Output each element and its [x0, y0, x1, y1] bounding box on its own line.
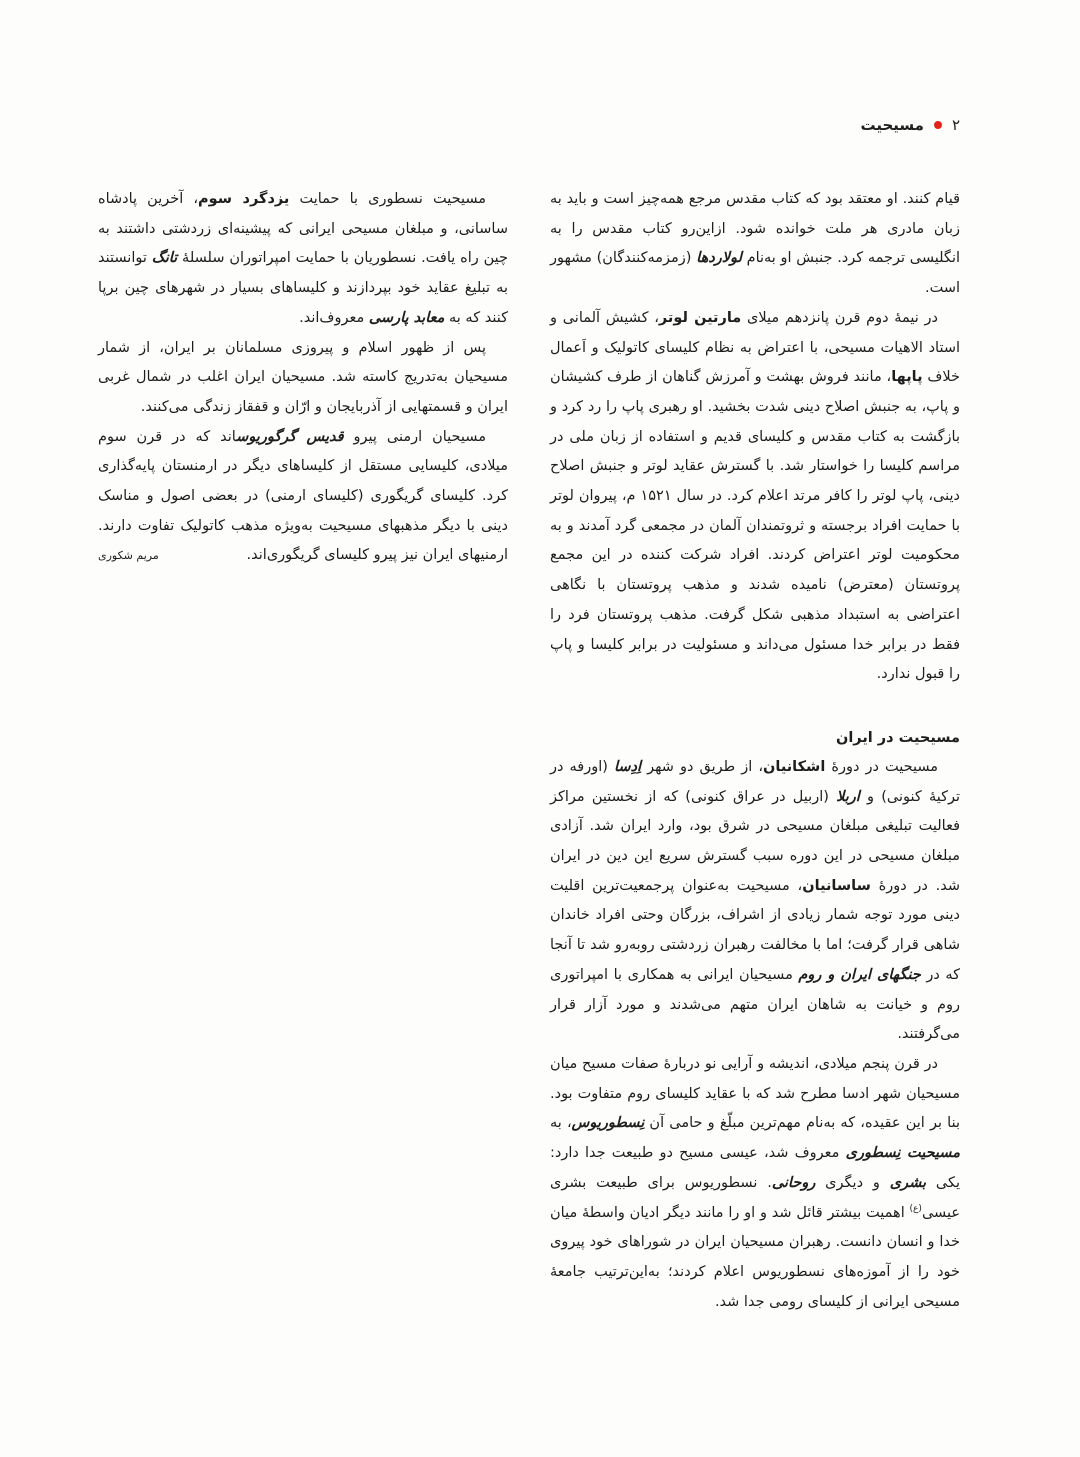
paragraph-lead: مسیحیان ارمنی پیرو — [343, 428, 486, 445]
honorific-mark: (ع) — [909, 1203, 922, 1214]
author-signature: مریم شکوری — [98, 549, 159, 563]
running-header — [860, 116, 960, 134]
term-lollards: لولاردها — [696, 250, 742, 267]
section-title: مسیحیت در ایران — [835, 729, 960, 746]
paragraph: پس از ظهور اسلام و پیروزی مسلمانان بر ایران، از شمار مسیحیان به‌تدریج کاسته شد. مسیحیان ایران اغلب در شمال غربی ایران و قسمتهایی از آذربایجان و ارّان و قفقاز زندگی می‌کنند. — [98, 339, 508, 415]
paragraph: در قرن پنجم میلادی، اندیشه و آرایی نو دربارهٔ صفات مسیح میان مسیحیان شهر ادسا مطرح شد که با عقاید کلیسای روم متفاوت بود. بنا بر این عقیده، که به‌نام مهم‌ترین مبلّغ و حامی آن نِسطوریوس، به مسیحیت نِسطوری معروف شد، عیسی مسیح دو طبیعت جدا دارد: یکی بشری و دیگری روحانی. نسطوریوس برای طبیعت بشری عیسی$^{(ع)}$ اهمیت بیشتر قائل شد و او را مانند دیگر ادیان واسطهٔ میان خدا و انسان دانست. رهبران مسیحیان ایران در شوراهای خود پیروی خود را از آموزه‌های نسطوریوس اعلام کردند؛ به‌این‌ترتیب جامعهٔ مسیحی ایرانی از کلیسای رومی جدا شد. — [550, 1055, 961, 1310]
paragraph: در نیمهٔ دوم قرن پانزدهم میلای مارتین لوتر، کشیش آلمانی و استاد الاهیات مسیحی، با اعتراض به نظام کلیسای کاتولیک و اَعمال خلاف پاپها، مانند فروش بهشت و آمرزش گناهان از طرف کشیشان و پاپ، به جنبش اصلاح دینی شدت بخشید. او رهبری پاپ را رد کرد و بازگشت به کتاب مقدس و کلیسای قدیم و استفاده از زبان ملی در مراسم کلیسا را خواستار شد. با گسترش عقاید لوتر و جنبش اصلاح دینی، پاپ لوتر را کافر مرتد اعلام کرد. در سال ۱۵۲۱ م، پیروان لوتر با حمایت افراد برجسته و ثروتمندان آلمان در مجمعی گرد آمدند و به محکومیت لوتر اعتراض کردند. افراد شرکت کننده در این مجمع پروتستان (معترض) نامیده شدند و مذهب پروتستان با نگاهی اعتراضی به استبداد مذهبی شکل گرفت. مذهب پروتستان فرد را فقط در برابر خدا مسئول می‌داند و مسئولیت در برابر کلیسا و پاپ را قبول ندارد. — [550, 309, 961, 683]
paragraph: مسیحیت در دورهٔ اشکانیان، از طریق دو شهر اِدِسا (اورفه در ترکیهٔ کنونی) و اربلا (اربیل در عراق کنونی) که از نخستین مراکز فعالیت تبلیغی مبلغان مسیحی در شرق بود، وارد ایران شد. آزادی مبلغان مسیحی در این دوره سبب گسترش سریع این دین در ایران شد. در دورهٔ ساسانیان، مسیحیت به‌عنوان پرجمعیت‌ترین اقلیت دینی مورد توجه شمار زیادی از اشراف، بزرگان وحتی افراد خاندان شاهی قرار گرفت؛ اما با مخالفت رهبران زردشتی روبه‌رو شد تا آنجا که در جنگهای ایران و روم مسیحیان ایرانی به همکاری با امپراتوری روم و خیانت به شاهان ایران متهم می‌شدند و مورد آزار قرار می‌گرفتند. — [550, 758, 961, 1043]
page-number: ۲ — [951, 116, 960, 134]
term-popes: پاپها — [891, 369, 923, 386]
term-martin-luther: مارتین لوتر — [658, 309, 742, 326]
paragraph: قیام کنند. او معتقد بود که کتاب مقدس مرجع همه‌چیز است و باید به زبان مادری هر ملت خوانده شود. ازاین‌رو کتاب مقدس را به انگلیسی ترجمه کرد. جنبش او به‌نام لولاردها (زمزمه‌کنندگان) مشهور است. — [550, 191, 961, 297]
paragraph: مسیحیت نسطوری با حمایت یزدگرد سوم، آخرین پادشاه ساسانی، و مبلغان مسیحی ایرانی که پیشینه‌ای زردشتی داشتند به چین راه یافت. نسطوریان با حمایت امپراتوران سلسلهٔ تانگ توانستند به تبلیغ عقاید خود بپردازند و کلیساهای بسیار در شهرهای چین برپا کنند که به معابد پارسی معروف‌اند. — [98, 191, 508, 326]
right-column — [550, 185, 960, 1317]
bullet-icon — [934, 121, 942, 129]
running-title: مسیحیت — [860, 116, 924, 134]
paragraph: مسیحیان ارمنی پیرو قدیس گرگوریوساند که در قرن سوم میلادی، کلیسایی مستقل از کلیساهای دیگر در ارمنستان پایه‌گذاری کرد. کلیسای گریگوری (کلیسای ارمنی) در بعضی اصول و مناسک دینی با دیگر مذهبهای مسیحیت به‌ویژه مذهب کاتولیک تفاوت دارند. ارمنیهای ایران نیز پیرو کلیسای گریگوری‌اند. مریم شکوری — [98, 423, 508, 572]
left-column — [98, 185, 508, 571]
